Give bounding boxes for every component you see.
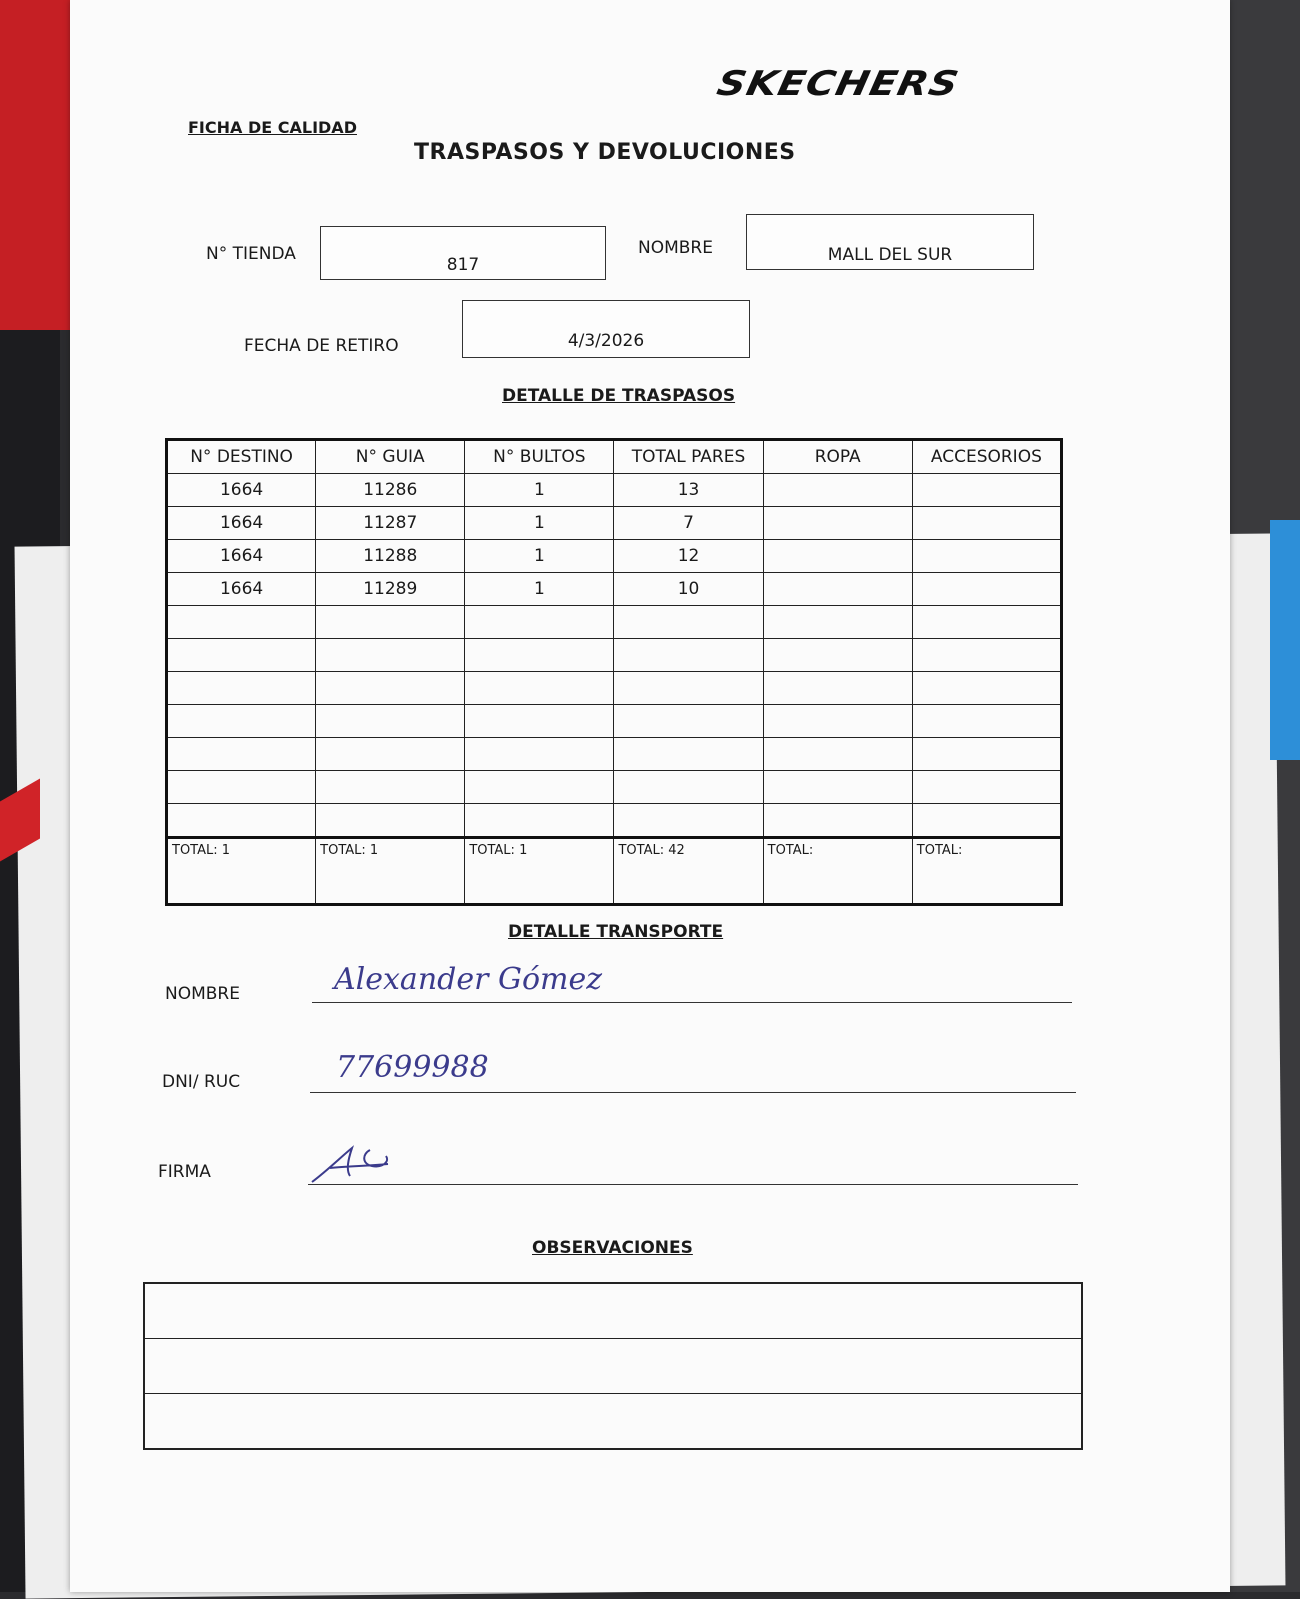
table-cell[interactable] — [614, 804, 763, 838]
table-cell[interactable] — [614, 705, 763, 738]
table-cell[interactable] — [316, 705, 465, 738]
table-row — [167, 804, 1062, 838]
table-cell[interactable]: 1 — [465, 573, 614, 606]
table-cell[interactable] — [912, 771, 1061, 804]
table-cell[interactable] — [614, 738, 763, 771]
table-cell[interactable] — [912, 639, 1061, 672]
table-cell[interactable]: 10 — [614, 573, 763, 606]
table-row — [167, 738, 1062, 771]
brand-logo: SKECHERS — [713, 64, 963, 104]
table-cell[interactable] — [465, 771, 614, 804]
table-row — [167, 672, 1062, 705]
observaciones-cell[interactable] — [144, 1339, 1082, 1394]
table-cell[interactable] — [912, 672, 1061, 705]
transporte-nombre-handwritten: Alexander Gómez — [334, 962, 603, 997]
observaciones-line — [144, 1283, 1082, 1339]
table-cell[interactable] — [763, 507, 912, 540]
table-cell[interactable] — [316, 672, 465, 705]
table-cell[interactable] — [316, 606, 465, 639]
nombre-store-value: MALL DEL SUR — [827, 245, 953, 265]
tienda-label: N° TIENDA — [206, 244, 296, 264]
table-header-row — [167, 440, 1062, 474]
transporte-nombre-label: NOMBRE — [165, 984, 240, 1004]
table-row — [167, 639, 1062, 672]
form-label: FICHA DE CALIDAD — [188, 118, 357, 137]
firma-label: FIRMA — [158, 1162, 211, 1182]
traspasos-section-title: DETALLE DE TRASPASOS — [502, 386, 736, 406]
table-cell[interactable] — [614, 606, 763, 639]
table-row — [167, 540, 1062, 573]
signature-scribble — [308, 1142, 418, 1186]
table-cell[interactable]: 12 — [614, 540, 763, 573]
totals-row — [167, 838, 1062, 905]
table-cell[interactable] — [316, 804, 465, 838]
table-cell[interactable] — [912, 606, 1061, 639]
table-cell[interactable] — [912, 507, 1061, 540]
table-cell[interactable] — [763, 771, 912, 804]
fecha-retiro-field[interactable] — [462, 300, 750, 358]
observaciones-line — [144, 1339, 1082, 1394]
table-cell[interactable]: 7 — [614, 507, 763, 540]
column-header: N° BULTOS — [465, 440, 614, 474]
firma-line[interactable] — [308, 1142, 1078, 1185]
column-header: N° DESTINO — [167, 440, 316, 474]
column-header: N° GUIA — [316, 440, 465, 474]
table-cell[interactable] — [465, 705, 614, 738]
fecha-retiro-label: FECHA DE RETIRO — [244, 336, 399, 356]
table-cell[interactable] — [912, 738, 1061, 771]
table-cell[interactable] — [465, 606, 614, 639]
table-cell[interactable]: 11287 — [316, 507, 465, 540]
table-cell[interactable] — [316, 639, 465, 672]
table-cell[interactable] — [763, 738, 912, 771]
table-row — [167, 771, 1062, 804]
table-cell[interactable] — [316, 738, 465, 771]
table-row — [167, 606, 1062, 639]
table-cell[interactable]: 1 — [465, 474, 614, 507]
transporte-nombre-line[interactable] — [312, 962, 1072, 1003]
table-cell[interactable]: 13 — [614, 474, 763, 507]
table-cell[interactable] — [465, 672, 614, 705]
column-header: ACCESORIOS — [912, 440, 1061, 474]
table-cell[interactable] — [465, 639, 614, 672]
table-cell[interactable] — [167, 606, 316, 639]
table-cell[interactable] — [167, 672, 316, 705]
table-cell[interactable]: 11288 — [316, 540, 465, 573]
table-row — [167, 573, 1062, 606]
table-cell[interactable]: 11289 — [316, 573, 465, 606]
form-sheet — [70, 0, 1230, 1592]
table-row — [167, 705, 1062, 738]
dni-ruc-line[interactable] — [310, 1050, 1076, 1093]
column-header: TOTAL PARES — [614, 440, 763, 474]
table-cell[interactable]: 1664 — [167, 474, 316, 507]
table-cell[interactable] — [614, 672, 763, 705]
traspasos-table — [165, 438, 1063, 906]
observaciones-cell[interactable] — [144, 1283, 1082, 1339]
background-blue-object — [1270, 520, 1300, 760]
table-cell[interactable]: 1664 — [167, 540, 316, 573]
dni-ruc-handwritten: 77699988 — [336, 1050, 489, 1085]
observaciones-table — [143, 1282, 1083, 1450]
nombre-store-label: NOMBRE — [638, 238, 713, 258]
table-cell[interactable] — [763, 573, 912, 606]
table-cell[interactable] — [912, 540, 1061, 573]
table-cell[interactable] — [465, 804, 614, 838]
table-cell[interactable]: 1 — [465, 507, 614, 540]
table-cell[interactable] — [167, 771, 316, 804]
total-cell: TOTAL: 1 — [316, 838, 465, 905]
observaciones-section-title: OBSERVACIONES — [532, 1238, 693, 1258]
table-cell[interactable] — [763, 540, 912, 573]
table-cell[interactable] — [763, 606, 912, 639]
transporte-section-title: DETALLE TRANSPORTE — [508, 922, 724, 942]
table-cell[interactable] — [167, 639, 316, 672]
table-cell[interactable] — [614, 639, 763, 672]
table-row — [167, 507, 1062, 540]
background-red-object — [0, 0, 70, 330]
table-cell[interactable] — [912, 804, 1061, 838]
table-cell[interactable]: 1664 — [167, 507, 316, 540]
table-cell[interactable] — [763, 474, 912, 507]
dni-ruc-label: DNI/ RUC — [162, 1072, 241, 1092]
tienda-field[interactable] — [320, 226, 606, 280]
table-cell[interactable]: 1 — [465, 540, 614, 573]
total-cell: TOTAL: — [763, 838, 912, 905]
observaciones-line — [144, 1394, 1082, 1450]
table-cell[interactable] — [912, 474, 1061, 507]
table-cell[interactable] — [912, 573, 1061, 606]
table-cell[interactable] — [763, 672, 912, 705]
fecha-retiro-value: 4/3/2026 — [567, 331, 645, 351]
table-cell[interactable] — [167, 804, 316, 838]
table-cell[interactable] — [316, 771, 465, 804]
page-title: TRASPASOS Y DEVOLUCIONES — [414, 140, 796, 165]
total-cell: TOTAL: 42 — [614, 838, 763, 905]
table-cell[interactable] — [167, 738, 316, 771]
column-header: ROPA — [763, 440, 912, 474]
table-cell[interactable] — [763, 705, 912, 738]
table-cell[interactable] — [763, 804, 912, 838]
table-cell[interactable] — [912, 705, 1061, 738]
table-row — [167, 474, 1062, 507]
table-cell[interactable] — [763, 639, 912, 672]
total-cell: TOTAL: 1 — [167, 838, 316, 905]
total-cell: TOTAL: 1 — [465, 838, 614, 905]
tienda-value: 817 — [446, 255, 480, 275]
nombre-store-field[interactable] — [746, 214, 1034, 270]
table-cell[interactable] — [167, 705, 316, 738]
observaciones-cell[interactable] — [144, 1394, 1082, 1450]
total-cell: TOTAL: — [912, 838, 1061, 905]
table-cell[interactable]: 1664 — [167, 573, 316, 606]
table-cell[interactable] — [465, 738, 614, 771]
table-cell[interactable] — [614, 771, 763, 804]
table-cell[interactable]: 11286 — [316, 474, 465, 507]
